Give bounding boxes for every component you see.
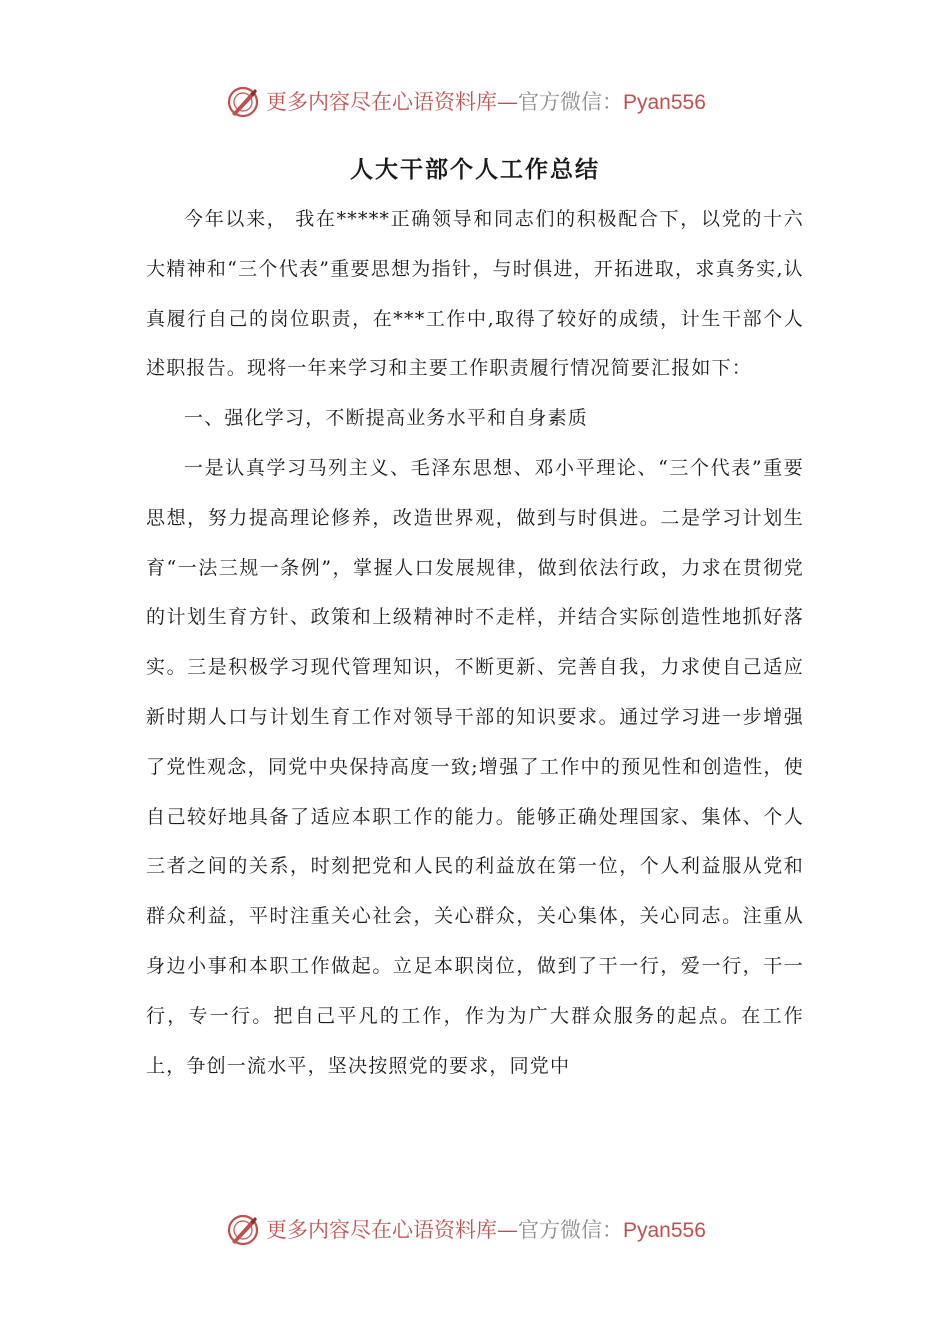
watermark-wechat-label: 官方微信： (518, 1217, 623, 1242)
watermark-dash: — (497, 89, 518, 114)
watermark-wechat-id: Pyan556 (623, 1218, 706, 1242)
watermark-banner-top (226, 82, 746, 122)
watermark-wechat-id: Pyan556 (623, 90, 706, 114)
paragraph-intro: 今年以来， 我在*****正确领导和同志们的积极配合下，以党的十六大精神和“三个代表”重要思想为指针，与时俱进，开拓进取，求真务实,认真履行自己的岗位职责，在***工作中,取得了较好的成绩，计生干部个人述职报告。现将一年来学习和主要工作职责履行情况简要汇报如下： (146, 208, 804, 380)
pen-logo-icon (226, 1213, 260, 1247)
document-title: 人大干部个人工作总结 (350, 157, 600, 183)
watermark-banner-bottom (226, 1210, 746, 1250)
section-heading-1: 一、强化学习，不断提高业务水平和自身素质 (184, 407, 589, 430)
watermark-prefix: 更多内容尽在心语资料库 (266, 1217, 497, 1242)
paragraph-study: 一是认真学习马列主义、毛泽东思想、邓小平理论、“三个代表”重要思想，努力提高理论修养，改造世界观，做到与时俱进。二是学习计划生育“一法三规一条例”，掌握人口发展规律，做到依法行政，力求在贯彻党的计划生育方针、政策和上级精神时不走样，并结合实际创造性地抓好落实。三是积极学习现代管理知识，不断更新、完善自我，力求使自己适应新时期人口与计划生育工作对领导干部的知识要求。通过学习进一步增强了党性观念，同党中央保持高度一致;增强了工作中的预见性和创造性，使自己较好地具备了适应本职工作的能力。能够正确处理国家、集体、个人三者之间的关系，时刻把党和人民的利益放在第一位，个人利益服从党和群众利益，平时注重关心社会，关心群众，关心集体，关心同志。注重从身边小事和本职工作做起。立足本职岗位，做到了干一行，爱一行，干一行，专一行。把自己平凡的工作，作为为广大群众服务的起点。在工作上，争创一流水平，坚决按照党的要求，同党中 (146, 456, 804, 1077)
watermark-text (266, 1210, 706, 1251)
watermark-dash: — (497, 1217, 518, 1242)
pen-logo-icon (226, 85, 260, 119)
watermark-text (266, 82, 706, 123)
document-body (146, 195, 804, 1091)
watermark-wechat-label: 官方微信： (518, 89, 623, 114)
watermark-prefix: 更多内容尽在心语资料库 (266, 89, 497, 114)
